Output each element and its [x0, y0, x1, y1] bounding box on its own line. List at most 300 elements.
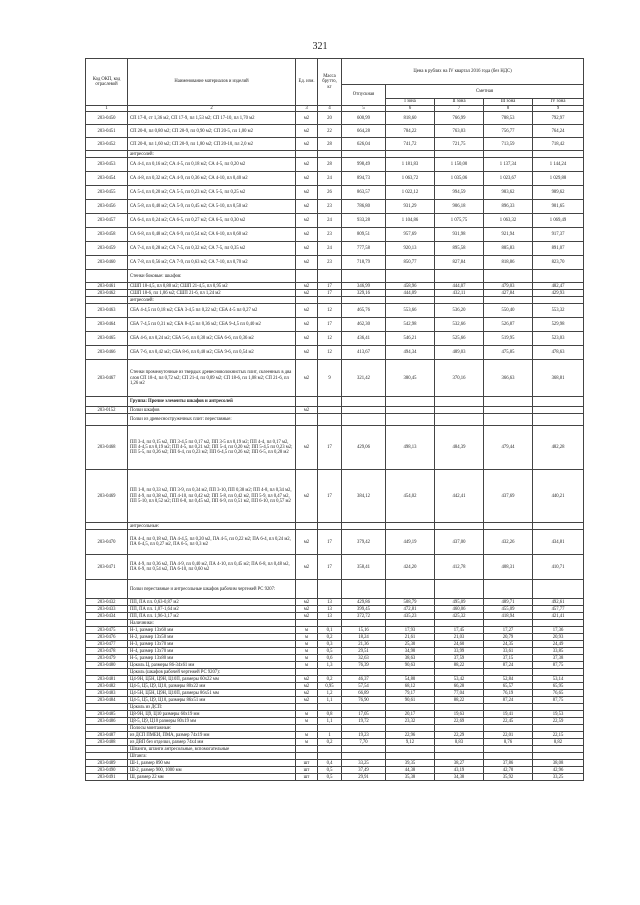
cell-price-selling: 321,42 — [342, 360, 386, 397]
table-row — [86, 397, 584, 407]
cell-price-selling: 372,72 — [342, 613, 386, 620]
cell-unit: м2 — [296, 200, 318, 214]
cell-price-zone-2: 77,04 — [435, 690, 484, 697]
cell-mass — [318, 704, 342, 711]
cell-price-zone-3: 1 063,32 — [484, 214, 533, 228]
cell-price-zone-1: 546,21 — [386, 332, 435, 346]
cell-mass: 0,3 — [318, 641, 342, 648]
table-row — [86, 414, 584, 426]
header-row — [86, 59, 584, 85]
cell-mass: 24 — [318, 172, 342, 186]
table-row — [86, 151, 584, 158]
cell-mass — [318, 725, 342, 732]
cell-name: из ДСП ПМЕИ, ПМА, размер 74х19 мм — [128, 732, 296, 739]
cell-price-selling: 346,99 — [342, 283, 386, 290]
table-row — [86, 555, 584, 580]
cell-mass: 0,95 — [318, 683, 342, 690]
cell-price-selling: 46,37 — [342, 676, 386, 683]
cell-price-zone-1: 957,69 — [386, 228, 435, 242]
cell-price-zone-4 — [533, 669, 584, 676]
cell-price-zone-1: 449,19 — [386, 530, 435, 555]
cell-price-zone-3: 37,15 — [484, 655, 533, 662]
cell-code: 203-0489 — [86, 760, 128, 767]
cell-price-selling: 436,41 — [342, 332, 386, 346]
cell-price-zone-3: 76,19 — [484, 690, 533, 697]
cell-unit: м — [296, 648, 318, 655]
cell-price-zone-4: 42,96 — [533, 767, 584, 774]
cell-price-zone-1: 44,38 — [386, 767, 435, 774]
cell-price-zone-4: 764,24 — [533, 125, 584, 138]
table-row — [86, 228, 584, 242]
cell-code: 203-0482 — [86, 683, 128, 690]
cell-price-zone-4: 492,61 — [533, 599, 584, 606]
table-row — [86, 530, 584, 555]
cell-price-zone-1: 35,38 — [386, 774, 435, 781]
table-row — [86, 200, 584, 214]
cell-price-zone-1 — [386, 297, 435, 304]
table-row — [86, 332, 584, 346]
header-zone-3: III зона — [484, 99, 533, 106]
cell-price-zone-2: 22,69 — [435, 718, 484, 725]
cell-price-zone-2: 22,29 — [435, 732, 484, 739]
cell-code — [86, 620, 128, 627]
cell-name: Ш, размер 22 мм — [128, 774, 296, 781]
cell-price-zone-2: 17,45 — [435, 627, 484, 634]
table-row — [86, 753, 584, 760]
column-index-8: 8 — [484, 106, 533, 112]
cell-name: ПП 3-4, пл 0,15 м2, ПП 3-4,5 пл 0,17 м2, ПП 3-5 пл 0,19 м2; ПП 4-4, пл 0,17 м2, ПП 4-4,5 пл 0,19 м2; ПП 4-5, пл 0,21 м2; ПП 5-4, пл 0,20 м2; ПП 5-4,5 пл 0,23 м2; ПП 5-5, пл 0,26 м2; ПП 6-4, пл 0,23 м2; ПП 6-4,5 пл 0,26 м2; ПП 6-5, пл 0,28 м2 — [128, 426, 296, 470]
cell-name: Н-2, размер 13х50 мм — [128, 634, 296, 641]
cell-name: ПП, ПА пл. 1,96-3,17 м2 — [128, 613, 296, 620]
cell-name: Стенки промежуточные из твердых древесноволокнистых плит, склеенных в два слоя СП 18-4, пл 0,72 м2; СП 21-4, пл 0,89 м2; СП 18-6, пл 1,08 м2; СП 21-6, пл 1,26 м2 — [128, 360, 296, 397]
cell-unit: м2 — [296, 676, 318, 683]
cell-price-zone-3 — [484, 753, 533, 760]
cell-price-zone-1 — [386, 397, 435, 407]
cell-price-zone-4: 901,65 — [533, 200, 584, 214]
cell-price-zone-3: 17,27 — [484, 627, 533, 634]
table-row — [86, 346, 584, 360]
cell-mass: 12 — [318, 346, 342, 360]
cell-name: Цоколь из ДСП: — [128, 704, 296, 711]
cell-price-zone-1: 1 181,83 — [386, 158, 435, 172]
cell-mass: 24 — [318, 214, 342, 228]
table-row — [86, 767, 584, 774]
cell-unit: м — [296, 634, 318, 641]
cell-mass: 1 — [318, 732, 342, 739]
cell-mass: 13 — [318, 599, 342, 606]
cell-price-zone-3: 1 023,67 — [484, 172, 533, 186]
cell-mass — [318, 151, 342, 158]
cell-price-zone-2: 66,28 — [435, 683, 484, 690]
cell-unit: м — [296, 739, 318, 746]
header-name: Наименование материалов и изделий — [128, 59, 296, 106]
cell-price-zone-4: 33,25 — [533, 774, 584, 781]
cell-mass: 22 — [318, 125, 342, 138]
cell-price-zone-2 — [435, 746, 484, 753]
cell-code: 203-0477 — [86, 641, 128, 648]
header-selling: Отпускная — [342, 85, 386, 106]
table-row — [86, 297, 584, 304]
table-row — [86, 283, 584, 290]
cell-price-zone-2: 34,38 — [435, 774, 484, 781]
cell-price-zone-4: 434,81 — [533, 530, 584, 555]
cell-price-zone-2 — [435, 725, 484, 732]
cell-code: 203-0465 — [86, 332, 128, 346]
cell-price-zone-4 — [533, 270, 584, 283]
cell-unit: м2 — [296, 613, 318, 620]
cell-price-zone-4: 20,93 — [533, 634, 584, 641]
table-row — [86, 290, 584, 297]
cell-code: 203-0471 — [86, 555, 128, 580]
cell-price-zone-1: 741,72 — [386, 138, 435, 151]
cell-unit: м2 — [296, 112, 318, 125]
cell-name: антресолей: — [128, 297, 296, 304]
cell-price-zone-2 — [435, 270, 484, 283]
cell-price-zone-4: 478,63 — [533, 346, 584, 360]
cell-code — [86, 580, 128, 599]
column-index-5: 5 — [342, 106, 386, 112]
cell-price-zone-1: 784,22 — [386, 125, 435, 138]
cell-unit — [296, 753, 318, 760]
column-index-6: 6 — [386, 106, 435, 112]
cell-price-zone-4: 53,14 — [533, 676, 584, 683]
cell-price-selling: 998,49 — [342, 158, 386, 172]
cell-name: Ц4-9Н, Ц5Н, Ц9Н, Ц10П, размеры 60х22 мм — [128, 676, 296, 683]
table-row — [86, 360, 584, 397]
cell-mass: 23 — [318, 256, 342, 270]
cell-mass: 17 — [318, 426, 342, 470]
cell-code — [86, 746, 128, 753]
cell-price-selling — [342, 753, 386, 760]
cell-price-zone-4 — [533, 704, 584, 711]
cell-price-zone-1: 850,77 — [386, 256, 435, 270]
cell-price-zone-1: 54,80 — [386, 676, 435, 683]
cell-price-zone-1: 38,63 — [386, 655, 435, 662]
cell-code — [86, 725, 128, 732]
cell-price-zone-1 — [386, 725, 435, 732]
table-row — [86, 760, 584, 767]
table-row — [86, 718, 584, 725]
cell-name: антресольные: — [128, 523, 296, 530]
cell-price-selling: 358,41 — [342, 555, 386, 580]
cell-name: Ц8-9Н, Ц9, Ц10 размеры 60х19 мм — [128, 711, 296, 718]
header-mass — [318, 59, 342, 106]
cell-mass — [318, 746, 342, 753]
cell-unit: м2 — [296, 530, 318, 555]
table-row — [86, 655, 584, 662]
price-table — [85, 58, 584, 781]
cell-price-zone-3: 983,62 — [484, 186, 533, 200]
cell-price-zone-3: 756,77 — [484, 125, 533, 138]
table-row — [86, 746, 584, 753]
header-zone-1: I зона — [386, 99, 435, 106]
cell-price-zone-4: 37,38 — [533, 655, 584, 662]
cell-price-zone-3: 475,85 — [484, 346, 533, 360]
cell-price-zone-1 — [386, 270, 435, 283]
cell-price-zone-4 — [533, 753, 584, 760]
cell-price-selling: 329,16 — [342, 290, 386, 297]
cell-unit — [296, 414, 318, 426]
cell-price-selling — [342, 414, 386, 426]
cell-price-zone-1: 553,66 — [386, 304, 435, 318]
table-row — [86, 158, 584, 172]
cell-price-zone-2: 24,60 — [435, 641, 484, 648]
cell-price-zone-3: 479,44 — [484, 426, 533, 470]
cell-name: СА 7-4, пл 0,28 м2; СА 7-5, пл 0,32 м2; СА 7-5, пл 0,35 м2 — [128, 242, 296, 256]
cell-name: антресолей: — [128, 151, 296, 158]
cell-code: 203-0481 — [86, 676, 128, 683]
cell-price-selling: 7,70 — [342, 739, 386, 746]
cell-code: 203-0485 — [86, 711, 128, 718]
cell-code: 203-0451 — [86, 125, 128, 138]
cell-name: СП 20-8, пл 0,80 м2; СП 20-9, пл 0,90 м2; СП 20-5, пл 1,00 м2 — [128, 125, 296, 138]
table-row — [86, 186, 584, 200]
cell-price-zone-4: 429,93 — [533, 290, 584, 297]
cell-price-zone-4 — [533, 523, 584, 530]
cell-name: СА 5-4, пл 0,20 м2; СА 5-5, пл 0,23 м2; СА 5-5, пл 0,25 м2 — [128, 186, 296, 200]
cell-unit: м2 — [296, 186, 318, 200]
cell-price-zone-4 — [533, 397, 584, 407]
cell-price-zone-3 — [484, 397, 533, 407]
cell-price-zone-2: 1 075,75 — [435, 214, 484, 228]
header-mass-mid: брутто, — [322, 79, 337, 85]
cell-unit: м2 — [296, 172, 318, 186]
cell-name: ПП, ПА пл. 0,63-0,87 м2 — [128, 599, 296, 606]
cell-price-zone-3 — [484, 620, 533, 627]
table-row — [86, 711, 584, 718]
column-index-7: 7 — [435, 106, 484, 112]
cell-price-zone-1 — [386, 151, 435, 158]
cell-price-zone-4 — [533, 414, 584, 426]
cell-price-selling: 384,12 — [342, 470, 386, 523]
cell-unit — [296, 297, 318, 304]
cell-price-zone-2: 763,03 — [435, 125, 484, 138]
cell-price-zone-2 — [435, 397, 484, 407]
table-row — [86, 613, 584, 620]
cell-price-zone-2: 525,66 — [435, 332, 484, 346]
table-row — [86, 304, 584, 318]
table-row — [86, 606, 584, 613]
cell-price-selling — [342, 746, 386, 753]
cell-price-zone-1 — [386, 407, 435, 414]
cell-price-zone-2: 8,83 — [435, 739, 484, 746]
cell-code: 203-0454 — [86, 172, 128, 186]
cell-name: Наличники: — [128, 620, 296, 627]
cell-price-zone-2: 766,99 — [435, 112, 484, 125]
cell-code: 203-0464 — [86, 318, 128, 332]
cell-price-zone-4: 440,21 — [533, 470, 584, 523]
cell-price-zone-1: 68,12 — [386, 683, 435, 690]
cell-price-zone-3: 519,95 — [484, 332, 533, 346]
cell-code — [86, 397, 128, 407]
cell-unit — [296, 669, 318, 676]
cell-code: 203-0483 — [86, 690, 128, 697]
table-row — [86, 318, 584, 332]
cell-price-zone-3 — [484, 704, 533, 711]
cell-code — [86, 753, 128, 760]
cell-mass: 12 — [318, 304, 342, 318]
cell-price-zone-1: 17,93 — [386, 627, 435, 634]
table-row — [86, 669, 584, 676]
column-index-1: 1 — [86, 106, 128, 112]
cell-price-zone-2: 906,18 — [435, 200, 484, 214]
cell-price-zone-2: 21,03 — [435, 634, 484, 641]
cell-price-zone-3: 713,59 — [484, 138, 533, 151]
table-row — [86, 774, 584, 781]
cell-unit: м2 — [296, 283, 318, 290]
cell-price-zone-2: 53,42 — [435, 676, 484, 683]
table-row — [86, 599, 584, 606]
cell-price-zone-3: 432,26 — [484, 530, 533, 555]
cell-unit: м2 — [296, 555, 318, 580]
cell-price-selling: 664,28 — [342, 125, 386, 138]
cell-unit: м2 — [296, 599, 318, 606]
cell-price-zone-4: 421,41 — [533, 613, 584, 620]
cell-price-zone-1: 380,45 — [386, 360, 435, 397]
cell-code: 203-0457 — [86, 214, 128, 228]
cell-price-selling: 863,57 — [342, 186, 386, 200]
cell-mass: 17 — [318, 555, 342, 580]
cell-code: 203-0458 — [86, 228, 128, 242]
cell-name: Полки переставные и антресольные шкафов рабочим чертежей РС 9207: — [128, 580, 296, 599]
cell-price-zone-3: 427,84 — [484, 290, 533, 297]
cell-mass — [318, 397, 342, 407]
cell-code — [86, 151, 128, 158]
cell-price-zone-1 — [386, 746, 435, 753]
cell-price-zone-1: 435,23 — [386, 613, 435, 620]
cell-price-zone-2 — [435, 407, 484, 414]
cell-price-zone-2 — [435, 580, 484, 599]
cell-price-zone-4: 482,28 — [533, 426, 584, 470]
table-row — [86, 648, 584, 655]
cell-name: СБА 7-4,5 пл 0,31 м2; СБА 8-4,5 пл 0,36 м2; СБА 9-4,5 пл 0,40 м2 — [128, 318, 296, 332]
cell-unit: м2 — [296, 214, 318, 228]
cell-price-zone-2: 432,11 — [435, 290, 484, 297]
cell-name: СШП 18-4,5, пл 0,80 м2; СШП 21-4,5, пл 0,95 м2 — [128, 283, 296, 290]
cell-price-zone-3: 526,87 — [484, 318, 533, 332]
cell-unit — [296, 523, 318, 530]
column-index-4: 4 — [318, 106, 342, 112]
cell-price-selling: 76,39 — [342, 662, 386, 669]
cell-name: Шпанги, штанги антресольные, вспомогательные — [128, 746, 296, 753]
cell-code: 203-0487 — [86, 732, 128, 739]
cell-mass: 17 — [318, 530, 342, 555]
cell-code: 203-0479 — [86, 655, 128, 662]
cell-price-selling — [342, 669, 386, 676]
cell-price-zone-3: 418,94 — [484, 613, 533, 620]
cell-price-selling: 465,76 — [342, 304, 386, 318]
cell-unit: м — [296, 627, 318, 634]
cell-unit: м2 — [296, 683, 318, 690]
cell-price-zone-1: 920,13 — [386, 242, 435, 256]
cell-name: Н-3, размер 13х70 мм — [128, 641, 296, 648]
cell-mass — [318, 297, 342, 304]
cell-name: Цоколь (шкафов рабочей чертежей РС 9207): — [128, 669, 296, 676]
cell-code: 203-0480 — [86, 662, 128, 669]
cell-mass — [318, 580, 342, 599]
cell-mass: 20 — [318, 112, 342, 125]
cell-code: 203-0469 — [86, 470, 128, 523]
table-row — [86, 697, 584, 704]
cell-mass: 26 — [318, 186, 342, 200]
cell-mass: 17 — [318, 470, 342, 523]
cell-price-zone-2: 19,63 — [435, 711, 484, 718]
cell-code: 203-0152 — [86, 407, 128, 414]
cell-name: Штанга: — [128, 753, 296, 760]
cell-mass — [318, 753, 342, 760]
cell-mass — [318, 407, 342, 414]
cell-price-zone-3 — [484, 414, 533, 426]
cell-unit: м — [296, 655, 318, 662]
cell-price-zone-2: 37,59 — [435, 655, 484, 662]
cell-mass — [318, 669, 342, 676]
cell-price-zone-3: 366,63 — [484, 360, 533, 397]
cell-unit: м2 — [296, 426, 318, 470]
cell-price-zone-3: 788,53 — [484, 112, 533, 125]
table-row — [86, 704, 584, 711]
cell-unit: м2 — [296, 138, 318, 151]
cell-price-zone-1 — [386, 704, 435, 711]
cell-name: Н-5, размер 13х80 мм — [128, 655, 296, 662]
cell-unit: м2 — [296, 256, 318, 270]
cell-price-zone-4 — [533, 407, 584, 414]
cell-price-zone-3 — [484, 669, 533, 676]
cell-unit — [296, 620, 318, 627]
cell-price-zone-4: 33,85 — [533, 648, 584, 655]
cell-unit: м2 — [296, 242, 318, 256]
page-number: 321 — [312, 41, 328, 52]
cell-price-zone-1: 931,29 — [386, 200, 435, 214]
cell-price-selling — [342, 407, 386, 414]
cell-price-zone-1: 508,79 — [386, 599, 435, 606]
cell-mass: 0,4 — [318, 760, 342, 767]
cell-price-zone-1: 1 022,12 — [386, 186, 435, 200]
cell-mass: 17 — [318, 283, 342, 290]
cell-code: 203-0453 — [86, 158, 128, 172]
cell-price-zone-3: 19,41 — [484, 711, 533, 718]
cell-code: 203-0488 — [86, 739, 128, 746]
cell-price-selling — [342, 151, 386, 158]
cell-price-zone-4: 410,71 — [533, 555, 584, 580]
cell-price-zone-3: 550,40 — [484, 304, 533, 318]
cell-price-selling — [342, 620, 386, 627]
cell-price-zone-1: 21,61 — [386, 634, 435, 641]
cell-price-selling: 786,80 — [342, 200, 386, 214]
table-row — [86, 676, 584, 683]
cell-price-zone-4: 17,36 — [533, 627, 584, 634]
cell-mass — [318, 620, 342, 627]
cell-price-zone-3 — [484, 297, 533, 304]
cell-price-zone-1 — [386, 620, 435, 627]
cell-name: Стенки боковые: шкафов: — [128, 270, 296, 283]
cell-name: Полки из древесностружечных плит: переставные: — [128, 414, 296, 426]
cell-unit — [296, 270, 318, 283]
cell-mass: 24 — [318, 242, 342, 256]
cell-unit: м — [296, 641, 318, 648]
cell-price-zone-2: 442,41 — [435, 470, 484, 523]
cell-code: 203-0475 — [86, 627, 128, 634]
cell-name: СА 7-8, пл 0,56 м2; СА 7-9, пл 0,63 м2; СА 7-10, пл 0,70 м2 — [128, 256, 296, 270]
cell-price-zone-1: 79,17 — [386, 690, 435, 697]
cell-price-zone-3: 818,86 — [484, 256, 533, 270]
header-estimate: Сметная — [386, 85, 584, 99]
table-row — [86, 470, 584, 523]
cell-price-zone-4: 1 069,49 — [533, 214, 584, 228]
cell-code: 203-0470 — [86, 530, 128, 555]
header-unit: Ед. изм. — [296, 59, 318, 106]
header-mass-top: Масса — [323, 74, 336, 80]
cell-price-selling: 718,79 — [342, 256, 386, 270]
